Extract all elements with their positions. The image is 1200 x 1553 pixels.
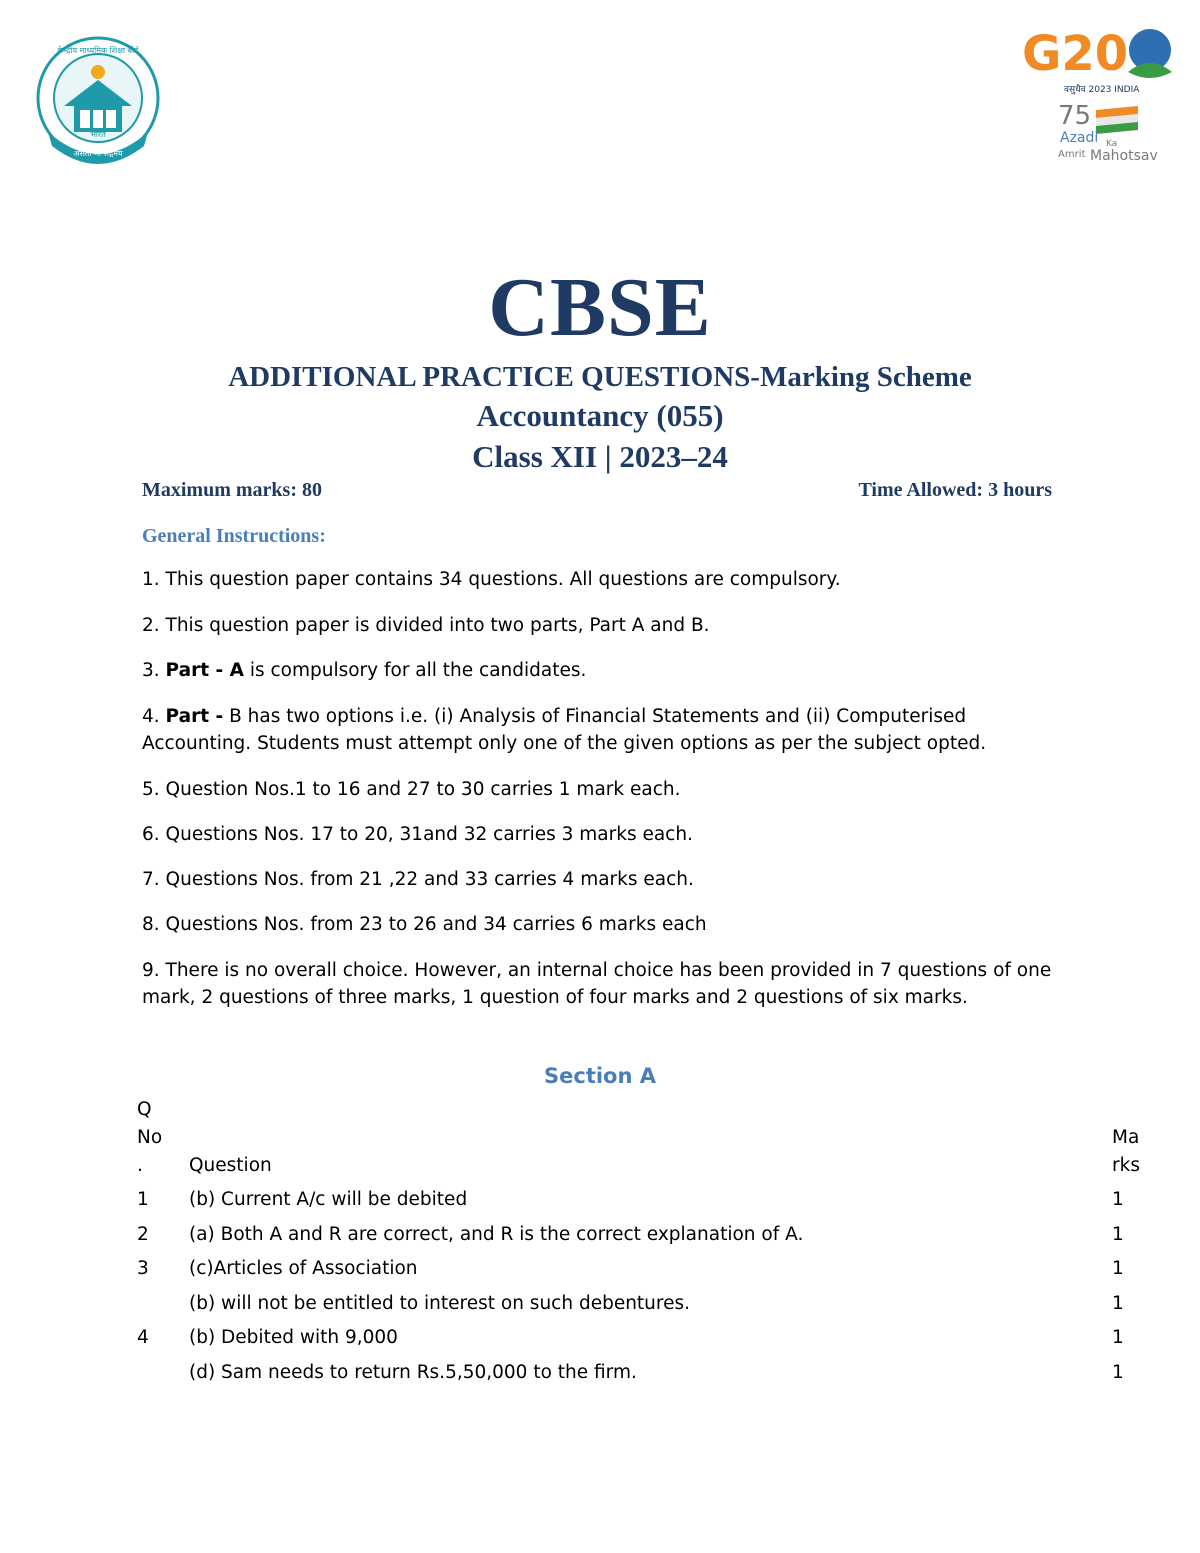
instruction-prefix: 3. xyxy=(142,660,166,681)
instruction-item: 1. This question paper contains 34 questions. All questions are compulsory. xyxy=(142,569,841,590)
qno-header-line: . xyxy=(137,1155,143,1176)
general-instructions-heading: General Instructions: xyxy=(142,525,326,547)
marks-header-line: Ma xyxy=(1112,1127,1140,1148)
question-number: 1 xyxy=(137,1189,149,1210)
table-row xyxy=(0,1323,1200,1357)
amrit-text: Amrit xyxy=(1058,149,1086,160)
answer-text: (b) will not be entitled to interest on such debentures. xyxy=(189,1293,690,1314)
instruction-item: 2. This question paper is divided into two parts, Part A and B. xyxy=(142,615,710,636)
marks-value: 1 xyxy=(1112,1189,1124,1210)
instruction-item: 7. Questions Nos. from 21 ,22 and 33 carries 4 marks each. xyxy=(142,869,694,890)
mahotsav-text: Mahotsav xyxy=(1090,148,1158,164)
column-header-question: Question xyxy=(189,1155,272,1176)
instruction-bold: Part - xyxy=(165,706,224,727)
table-row xyxy=(0,1254,1200,1288)
answer-text: (c)Articles of Association xyxy=(189,1258,418,1279)
marks-value: 1 xyxy=(1112,1327,1124,1348)
class-year: Class XII | 2023–24 xyxy=(472,439,728,474)
amrit-number: 75 xyxy=(1058,101,1092,131)
instruction-item xyxy=(142,703,1062,757)
table-row xyxy=(0,1220,1200,1254)
column-header-marks xyxy=(1112,1124,1140,1180)
emblem-motto-text: असतो मा सद्गमय xyxy=(73,149,123,158)
cbse-emblem-logo xyxy=(34,36,162,166)
qno-header-line: No xyxy=(137,1127,163,1148)
time-allowed: Time Allowed: 3 hours xyxy=(858,479,1052,501)
table-row xyxy=(0,1185,1200,1219)
marks-value: 1 xyxy=(1112,1293,1124,1314)
instruction-item: 5. Question Nos.1 to 16 and 27 to 30 carries 1 mark each. xyxy=(142,779,681,800)
answer-text: (d) Sam needs to return Rs.5,50,000 to the firm. xyxy=(189,1362,637,1383)
g20-subtext: वसुधैव 2023 INDIA xyxy=(1064,85,1140,95)
g20-azadi-logo xyxy=(1018,14,1178,174)
table-row xyxy=(0,1358,1200,1392)
document-subtitle: ADDITIONAL PRACTICE QUESTIONS-Marking Scheme xyxy=(228,361,972,393)
page-title: CBSE xyxy=(488,261,712,354)
instruction-rest: B has two options i.e. (i) Analysis of Financial Statements and (ii) Computerised Accounting. Students must attempt only one of the given options as per the subject opted. xyxy=(142,706,987,754)
emblem-board-text: केन्द्रीय माध्यमिक शिक्षा बोर्ड xyxy=(57,46,139,55)
answer-text: (b) Debited with 9,000 xyxy=(189,1327,398,1348)
marks-value: 1 xyxy=(1112,1362,1124,1383)
marks-header-line: rks xyxy=(1112,1155,1140,1176)
section-a-heading: Section A xyxy=(544,1064,656,1088)
answer-text: (a) Both A and R are correct, and R is the correct explanation of A. xyxy=(189,1224,804,1245)
column-header-qno xyxy=(137,1096,162,1180)
instruction-bold: Part - A xyxy=(165,660,244,681)
azadi-text: Azadi xyxy=(1060,130,1099,146)
g20-text: G20 xyxy=(1022,26,1129,82)
answer-text: (b) Current A/c will be debited xyxy=(189,1189,468,1210)
instruction-item: 8. Questions Nos. from 23 to 26 and 34 carries 6 marks each xyxy=(142,914,707,935)
marks-value: 1 xyxy=(1112,1258,1124,1279)
maximum-marks: Maximum marks: 80 xyxy=(142,479,322,501)
question-number: 2 xyxy=(137,1224,149,1245)
instruction-item: 6. Questions Nos. 17 to 20, 31and 32 carries 3 marks each. xyxy=(142,824,693,845)
table-row xyxy=(0,1289,1200,1323)
marks-value: 1 xyxy=(1112,1224,1124,1245)
instruction-item: 9. There is no overall choice. However, an internal choice has been provided in 7 questions of one mark, 2 questions of three marks, 1 question of four marks and 2 questions of six marks. xyxy=(142,960,1052,1008)
ka-text: Ka xyxy=(1106,139,1118,149)
question-number: 4 xyxy=(137,1327,149,1348)
instruction-rest: is compulsory for all the candidates. xyxy=(243,660,587,681)
instruction-prefix: 4. xyxy=(142,706,166,727)
instruction-item xyxy=(142,657,1062,684)
qno-header-line: Q xyxy=(137,1099,152,1120)
emblem-bharat-text: भारत xyxy=(90,130,106,139)
question-number: 3 xyxy=(137,1258,149,1279)
subject-title: Accountancy (055) xyxy=(476,398,724,433)
